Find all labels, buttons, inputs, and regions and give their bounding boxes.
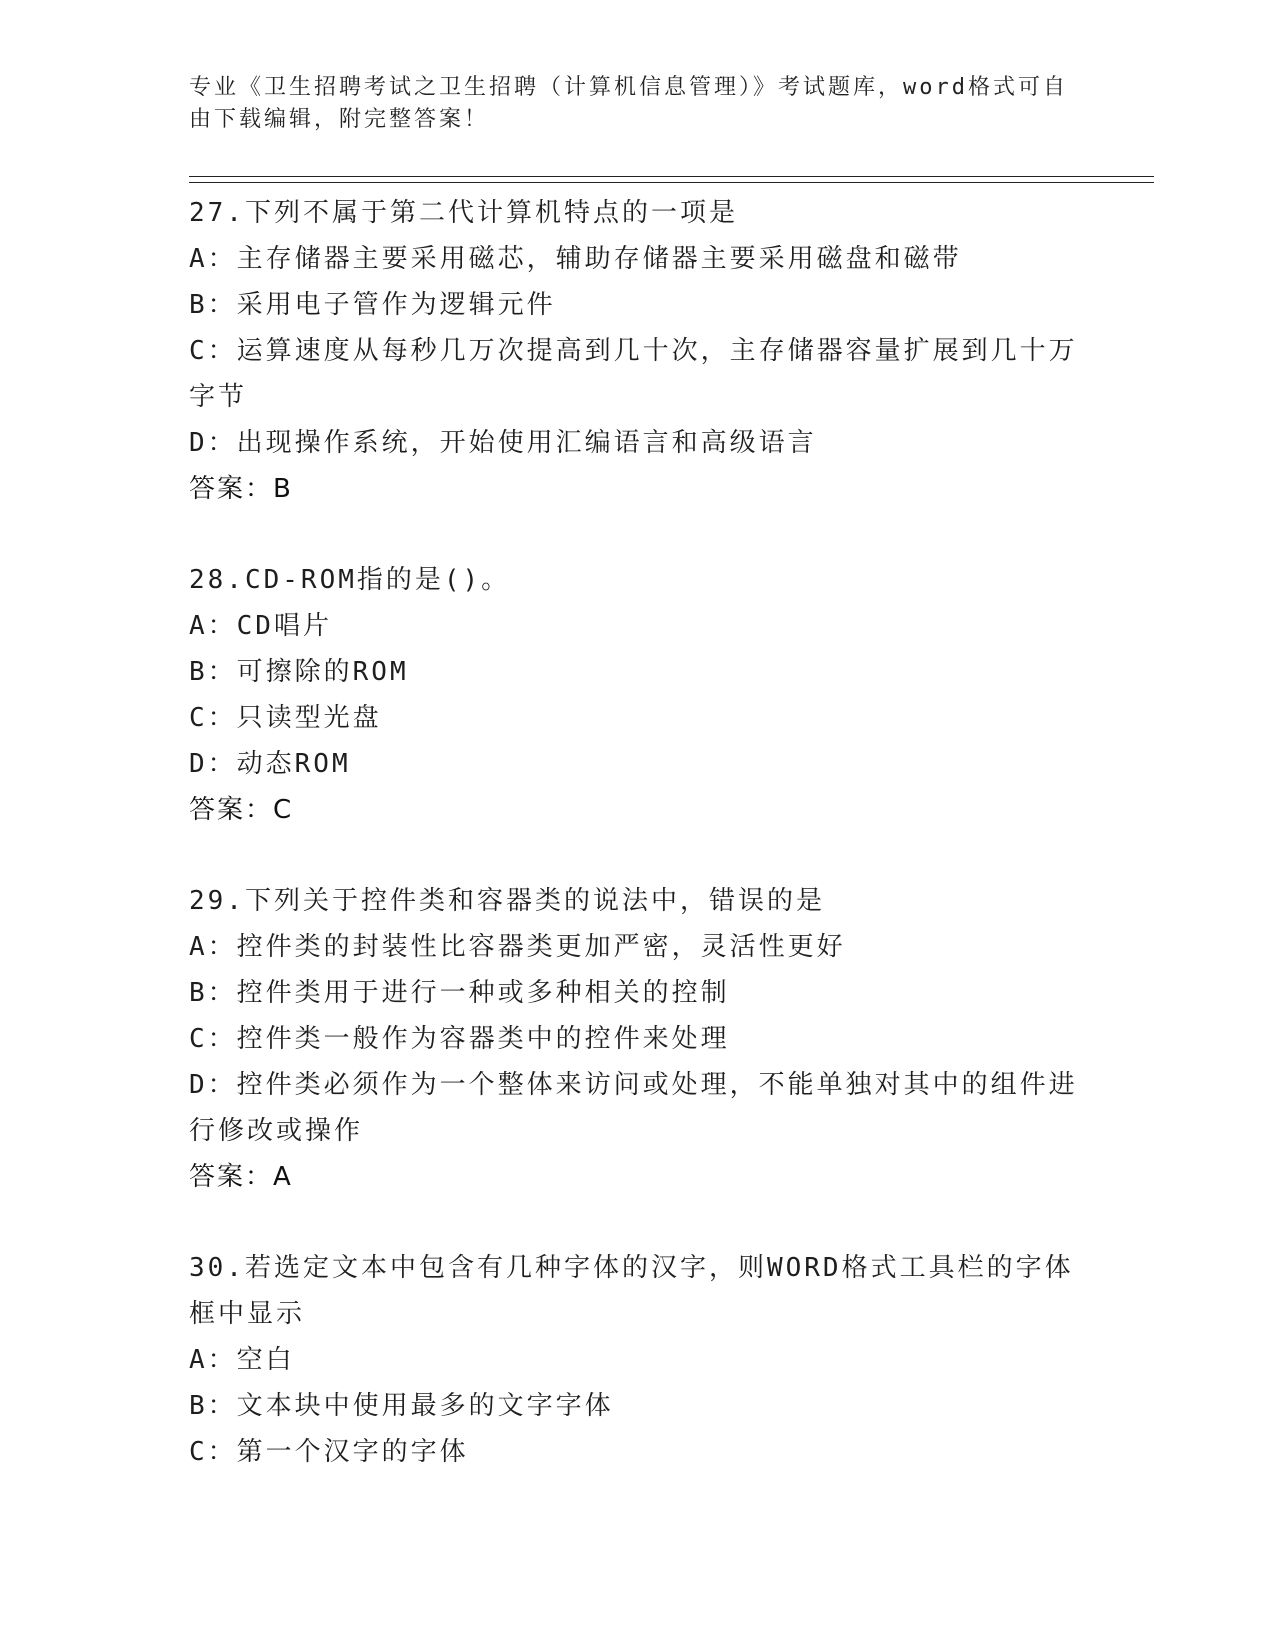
question-stem: 框中显示	[189, 1299, 306, 1329]
question-item	[189, 190, 1079, 512]
question-option: A：主存储器主要采用磁芯，辅助存储器主要采用磁盘和磁带	[189, 244, 962, 274]
question-option: B：可擦除的ROM	[189, 657, 409, 687]
header-line-1: 专业《卫生招聘考试之卫生招聘（计算机信息管理）》考试题库，word格式可自	[189, 75, 1068, 100]
question-stem: 27.下列不属于第二代计算机特点的一项是	[189, 198, 738, 228]
question-option: 行修改或操作	[189, 1116, 364, 1146]
answer-text: 答案：A	[189, 1162, 293, 1192]
question-option: A：控件类的封装性比容器类更加严密，灵活性更好	[189, 932, 846, 962]
question-option: B：控件类用于进行一种或多种相关的控制	[189, 978, 730, 1008]
question-option: B：文本块中使用最多的文字字体	[189, 1391, 614, 1421]
question-option: D：出现操作系统，开始使用汇编语言和高级语言	[189, 428, 817, 458]
question-list	[189, 190, 1079, 1520]
answer-text: 答案：B	[189, 474, 293, 504]
question-option: C：控件类一般作为容器类中的控件来处理	[189, 1024, 730, 1054]
question-item	[189, 1245, 1079, 1475]
question-option: B：采用电子管作为逻辑元件	[189, 290, 556, 320]
header-line-2: 由下载编辑，附完整答案！	[189, 107, 490, 132]
question-option: A：空白	[189, 1345, 295, 1375]
document-header	[189, 72, 1069, 136]
question-stem: 28.CD-ROM指的是()。	[189, 565, 511, 595]
header-rule-top	[189, 176, 1154, 177]
question-option: D：动态ROM	[189, 749, 351, 779]
question-option: C：运算速度从每秒几万次提高到几十次，主存储器容量扩展到几十万	[189, 336, 1078, 366]
question-option: A：CD唱片	[189, 611, 332, 641]
answer-text: 答案：C	[189, 795, 294, 825]
question-option: C：只读型光盘	[189, 703, 382, 733]
question-stem: 29.下列关于控件类和容器类的说法中，错误的是	[189, 886, 825, 916]
question-item	[189, 557, 1079, 833]
header-rule-bottom	[189, 182, 1154, 183]
question-stem: 30.若选定文本中包含有几种字体的汉字，则WORD格式工具栏的字体	[189, 1253, 1074, 1283]
question-item	[189, 878, 1079, 1200]
question-option: D：控件类必须作为一个整体来访问或处理，不能单独对其中的组件进	[189, 1070, 1078, 1100]
question-option: C：第一个汉字的字体	[189, 1437, 469, 1467]
question-option: 字节	[189, 382, 248, 412]
